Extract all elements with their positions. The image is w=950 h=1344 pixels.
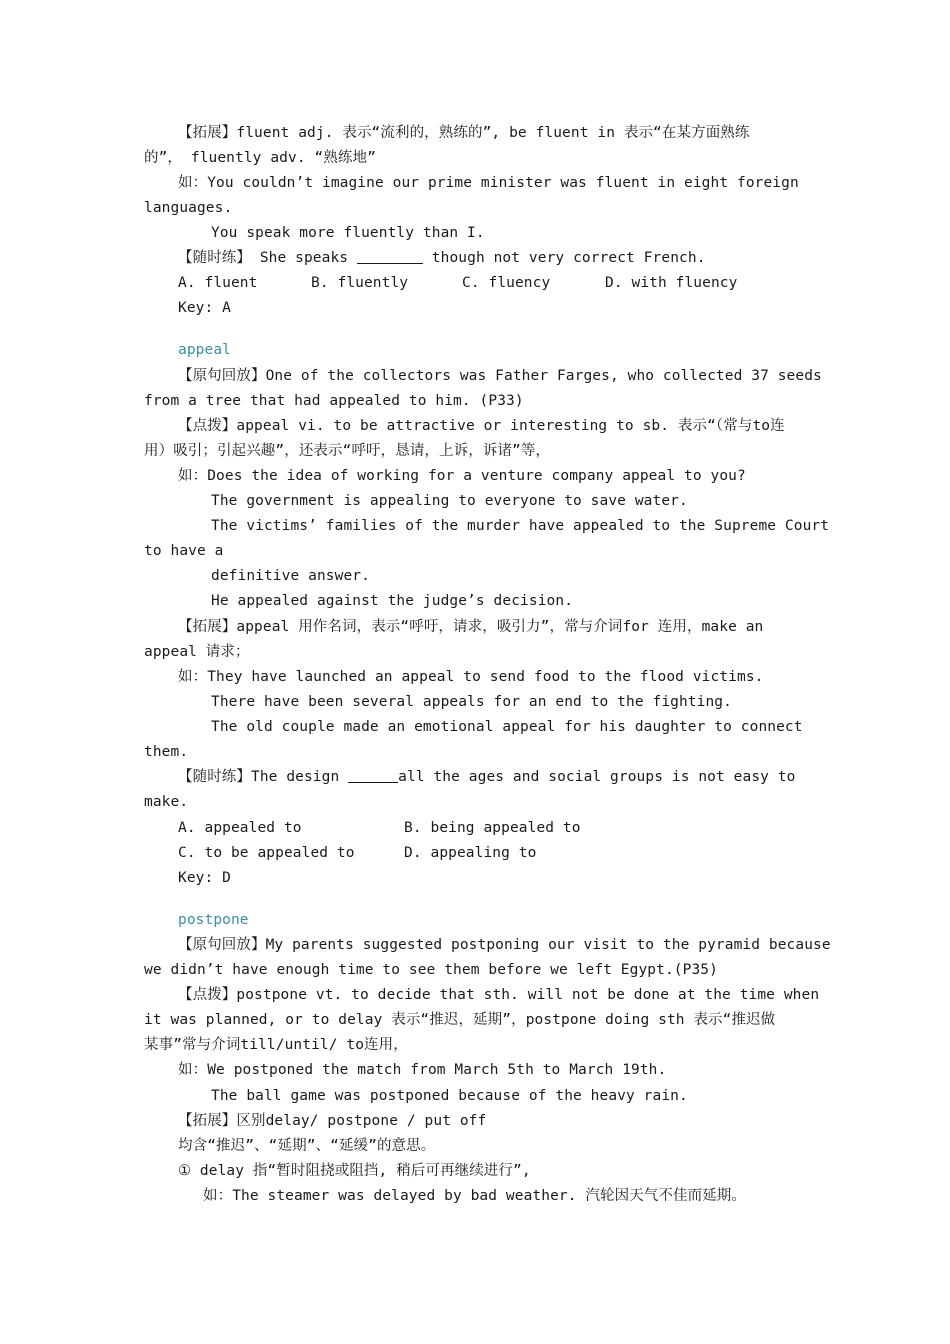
option-a: A. appealed to	[178, 820, 302, 836]
postpone-note-line: 某事”常与介词till/until/ to连用，	[144, 1037, 408, 1053]
option-c: C. to be appealed to	[178, 845, 355, 861]
practice-question-start: 【随时练】 She speaks	[178, 250, 357, 266]
practice-question-end: all the ages and social groups is not easy to	[398, 769, 796, 785]
postpone-note-line: it was planned, or to delay 表示“推迟，延期”，postpone doing sth 表示“推迟做	[144, 1012, 776, 1028]
postpone-example-line: The ball game was postponed because of the heavy rain.	[211, 1088, 688, 1104]
fluent-extension-line: 【拓展】fluent adj. 表示“流利的，熟练的”, be fluent in 表示“在某方面熟练	[178, 125, 750, 141]
postpone-extension-line: ① delay 指“暂时阻挠或阻挡, 稍后可再继续进行”,	[178, 1163, 531, 1179]
answer-key: Key: A	[178, 300, 231, 316]
option-d: D. with fluency	[605, 275, 738, 291]
appeal-note-line: 用）吸引；引起兴趣”，还表示“呼吁，恳请，上诉，诉诸”等，	[144, 443, 551, 459]
option-a: A. fluent	[178, 275, 258, 291]
postpone-extension-line: 均含“推迟”、“延期”、“延缓”的意思。	[178, 1138, 436, 1154]
option-c: C. fluency	[462, 275, 551, 291]
practice-question-start: 【随时练】The design	[178, 769, 349, 785]
appeal-example-line: The victims’ families of the murder have appealed to the Supreme Court	[211, 518, 830, 534]
appeal-practice-question	[178, 767, 795, 787]
appeal-example-line: 如：They have launched an appeal to send food to the flood victims.	[178, 669, 764, 685]
appeal-example-line: to have a	[144, 543, 224, 559]
appeal-original-line: 【原句回放】One of the collectors was Father Farges, who collected 37 seeds	[178, 368, 822, 384]
fluent-example-line: You speak more fluently than I.	[211, 225, 485, 241]
practice-question-end: though not very correct French.	[422, 250, 706, 266]
fluent-example-line: languages.	[144, 200, 233, 216]
fluent-example-line: 如：You couldn’t imagine our prime minister was fluent in eight foreign	[178, 175, 799, 191]
section-heading-appeal: appeal	[178, 342, 231, 358]
answer-blank	[357, 249, 423, 264]
option-b: B. fluently	[311, 275, 409, 291]
answer-blank	[348, 768, 398, 783]
postpone-extension-line: 【拓展】区别delay/ postpone / put off	[178, 1113, 487, 1129]
fluent-practice-question	[178, 248, 706, 268]
postpone-example-line: 如：The steamer was delayed by bad weather. 汽轮因天气不佳而延期。	[203, 1188, 746, 1204]
appeal-extension-line: 【拓展】appeal 用作名词，表示“呼吁，请求，吸引力”，常与介词for 连用，make an	[178, 619, 764, 635]
postpone-note-line: 【点拨】postpone vt. to decide that sth. will not be done at the time when	[178, 987, 820, 1003]
appeal-example-line: them.	[144, 744, 189, 760]
appeal-extension-line: appeal 请求；	[144, 644, 250, 660]
appeal-example-line: definitive answer.	[211, 568, 370, 584]
appeal-example-line: The government is appealing to everyone to save water.	[211, 493, 688, 509]
option-d: D. appealing to	[404, 845, 537, 861]
appeal-practice-line: make.	[144, 794, 189, 810]
answer-key: Key: D	[178, 870, 231, 886]
appeal-example-line: There have been several appeals for an end to the fighting.	[211, 694, 732, 710]
option-b: B. being appealed to	[404, 820, 581, 836]
appeal-example-line: 如：Does the idea of working for a venture company appeal to you?	[178, 468, 746, 484]
section-heading-postpone: postpone	[178, 912, 249, 928]
postpone-original-line: we didn’t have enough time to see them before we left Egypt.(P35)	[144, 962, 718, 978]
appeal-example-line: He appealed against the judge’s decision.	[211, 593, 574, 609]
postpone-example-line: 如：We postponed the match from March 5th to March 19th.	[178, 1062, 667, 1078]
fluent-extension-line: 的”， fluently adv. “熟练地”	[144, 150, 376, 166]
postpone-original-line: 【原句回放】My parents suggested postponing our visit to the pyramid because	[178, 937, 831, 953]
appeal-note-line: 【点拨】appeal vi. to be attractive or interesting to sb. 表示“（常与to连	[178, 418, 785, 434]
appeal-original-line: from a tree that had appealed to him. (P33)	[144, 393, 524, 409]
appeal-example-line: The old couple made an emotional appeal for his daughter to connect	[211, 719, 803, 735]
